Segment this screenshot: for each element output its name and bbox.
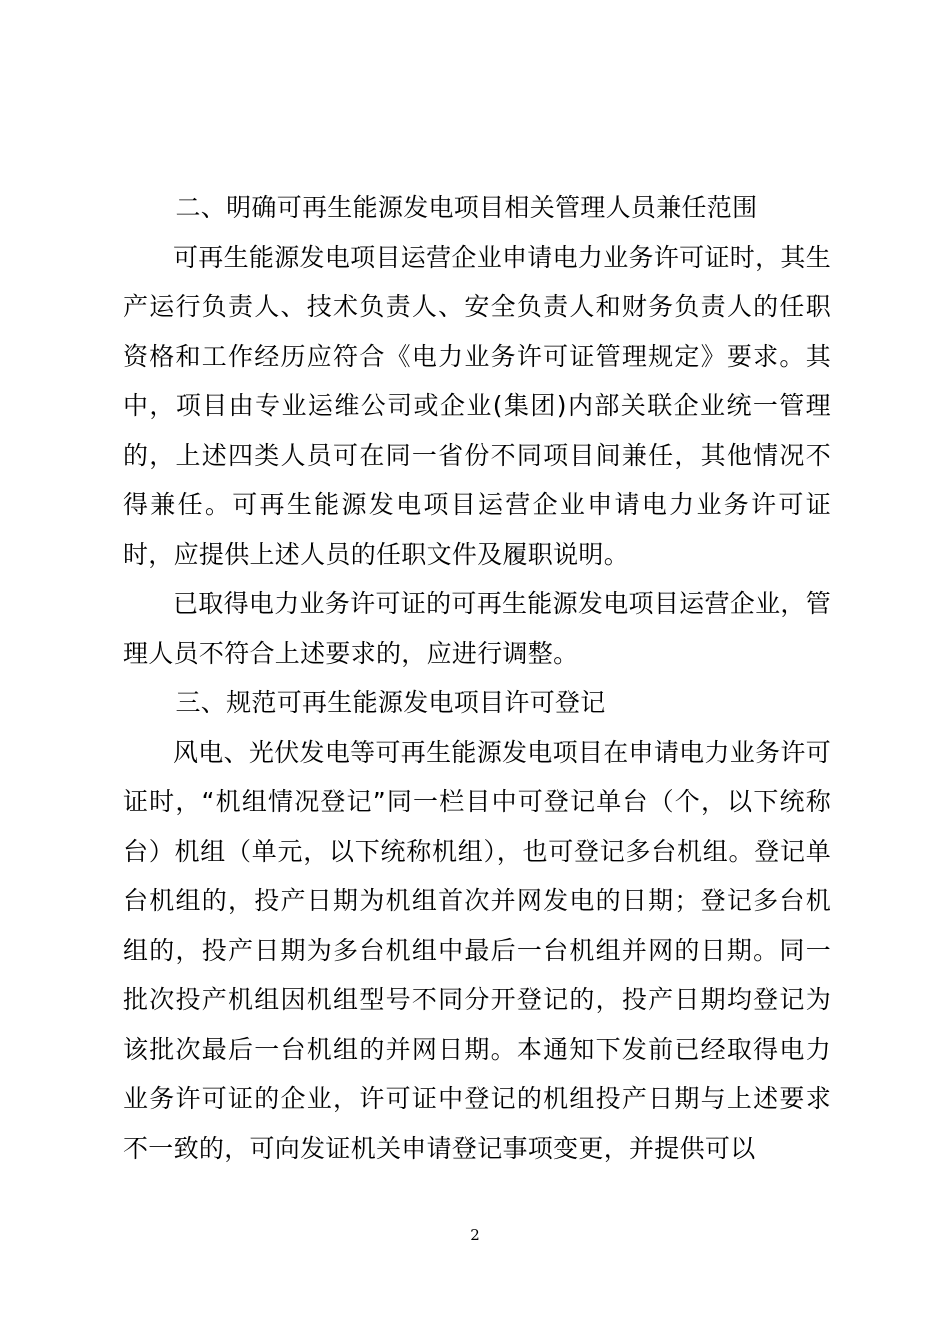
paragraph-1: 可再生能源发电项目运营企业申请电力业务许可证时，其生产运行负责人、技术负责人、安全负责人和财务负责人的任职资格和工作经历应符合《电力业务许可证管理规定》要求。其中，项目由专业运维公司或企业(集团)内部关联企业统一管理的，上述四类人员可在同一省份不同项目间兼任，其他情况不得兼任。可再生能源发电项目运营企业申请电力业务许可证时，应提供上述人员的任职文件及履职说明。	[123, 242, 831, 569]
body-text	[123, 183, 831, 1173]
section-heading-2: 二、明确可再生能源发电项目相关管理人员兼任范围	[175, 193, 758, 222]
paragraph-2: 已取得电力业务许可证的可再生能源发电项目运营企业，管理人员不符合上述要求的，应进行调整。	[123, 589, 831, 668]
page-number: 2	[470, 1226, 480, 1244]
section-heading-3: 三、规范可再生能源发电项目许可登记	[175, 688, 606, 717]
paragraph-3: 风电、光伏发电等可再生能源发电项目在申请电力业务许可证时，“机组情况登记”同一栏目中可登记单台（个，以下统称台）机组（单元，以下统称机组），也可登记多台机组。登记单台机组的，投产日期为机组首次并网发电的日期；登记多台机组的，投产日期为多台机组中最后一台机组并网的日期。同一批次投产机组因机组型号不同分开登记的，投产日期均登记为该批次最后一台机组的并网日期。本通知下发前已经取得电力业务许可证的企业，许可证中登记的机组投产日期与上述要求不一致的，可向发证机关申请登记事项变更，并提供可以	[123, 737, 831, 1163]
